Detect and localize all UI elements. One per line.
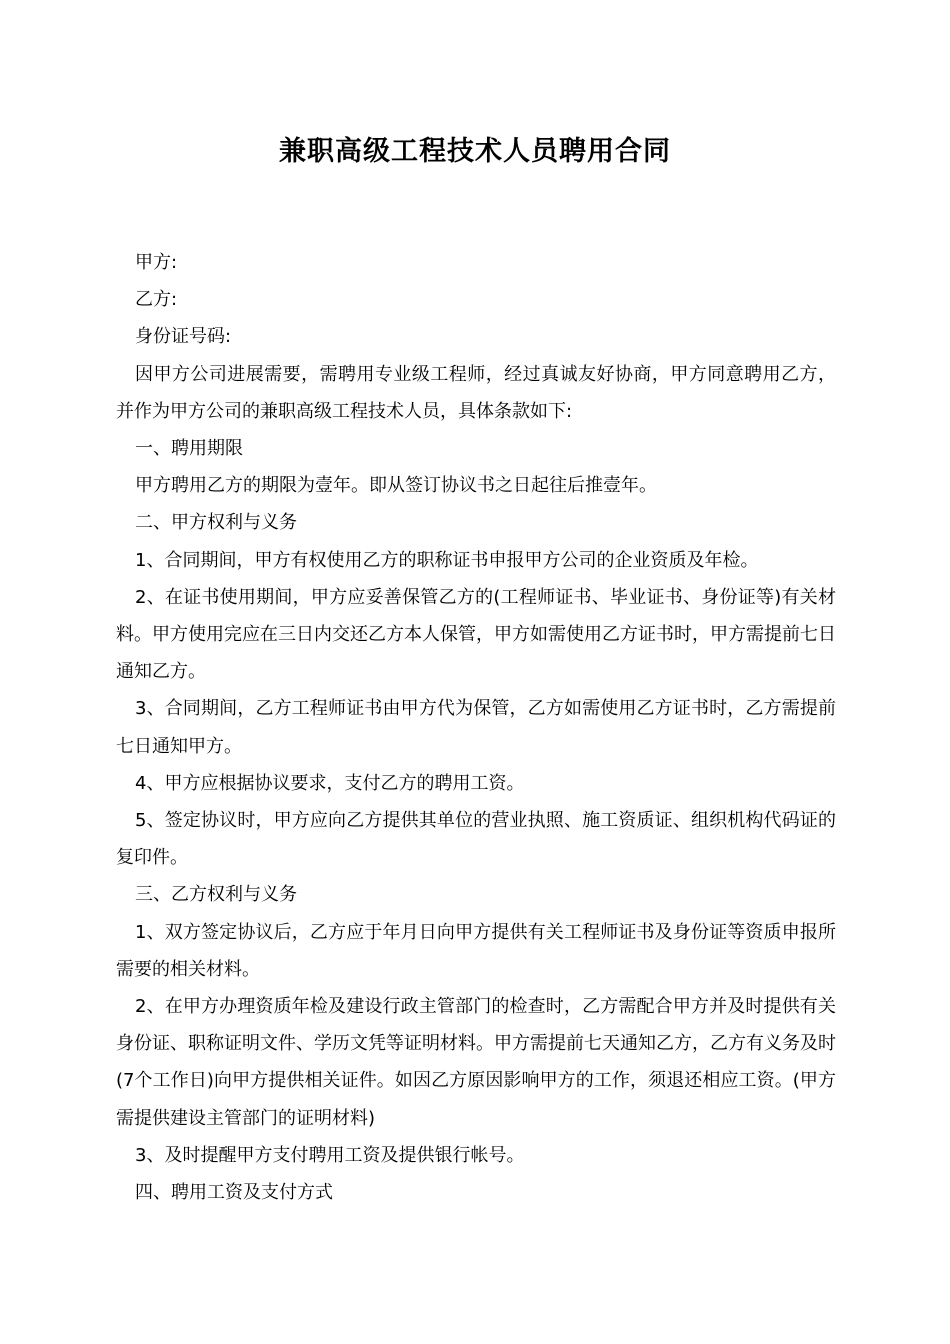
document-body	[116, 244, 836, 1211]
party-a-clause-5: 5、签定协议时，甲方应向乙方提供其单位的营业执照、施工资质证、组织机构代码证的复印件。	[116, 810, 836, 869]
section-heading-salary: 四、聘用工资及支付方式	[135, 1182, 333, 1204]
party-b-clause-2: 2、在甲方办理资质年检及建设行政主管部门的检查时，乙方需配合甲方并及时提供有关身份证、职称证明文件、学历文凭等证明材料。甲方需提前七天通知乙方，乙方有义务及时(7个工作日)向甲方提供相关证件。如因乙方原因影响甲方的工作，须退还相应工资。(甲方需提供建设主管部门的证明材料)	[116, 996, 836, 1129]
party-b-line: 乙方:	[135, 289, 178, 311]
id-number-line: 身份证号码:	[135, 326, 232, 348]
section-heading-term: 一、聘用期限	[135, 438, 243, 460]
document-title: 兼职高级工程技术人员聘用合同	[279, 136, 671, 167]
party-a-clause-1: 1、合同期间，甲方有权使用乙方的职称证书申报甲方公司的企业资质及年检。	[135, 549, 759, 571]
party-b-clause-1: 1、双方签定协议后，乙方应于年月日向甲方提供有关工程师证书及身份证等资质申报所需要的相关材料。	[116, 921, 836, 980]
section-heading-party-a: 二、甲方权利与义务	[135, 512, 297, 534]
party-a-clause-2: 2、在证书使用期间，甲方应妥善保管乙方的(工程师证书、毕业证书、身份证等)有关材料。甲方使用完应在三日内交还乙方本人保管，甲方如需使用乙方证书时，甲方需提前七日通知乙方。	[116, 586, 836, 683]
party-a-clause-4: 4、甲方应根据协议要求，支付乙方的聘用工资。	[135, 772, 525, 794]
party-b-clause-3: 3、及时提醒甲方支付聘用工资及提供银行帐号。	[135, 1144, 525, 1166]
section-heading-party-b: 三、乙方权利与义务	[135, 884, 297, 906]
party-a-line: 甲方:	[135, 252, 178, 273]
party-a-clause-3: 3、合同期间，乙方工程师证书由甲方代为保管，乙方如需使用乙方证书时，乙方需提前七日通知甲方。	[116, 698, 836, 757]
preamble-paragraph: 因甲方公司进展需要，需聘用专业级工程师，经过真诚友好协商，甲方同意聘用乙方，并作为甲方公司的兼职高级工程技术人员，具体条款如下:	[116, 363, 836, 422]
term-paragraph: 甲方聘用乙方的期限为壹年。即从签订协议书之日起往后推壹年。	[135, 475, 657, 497]
